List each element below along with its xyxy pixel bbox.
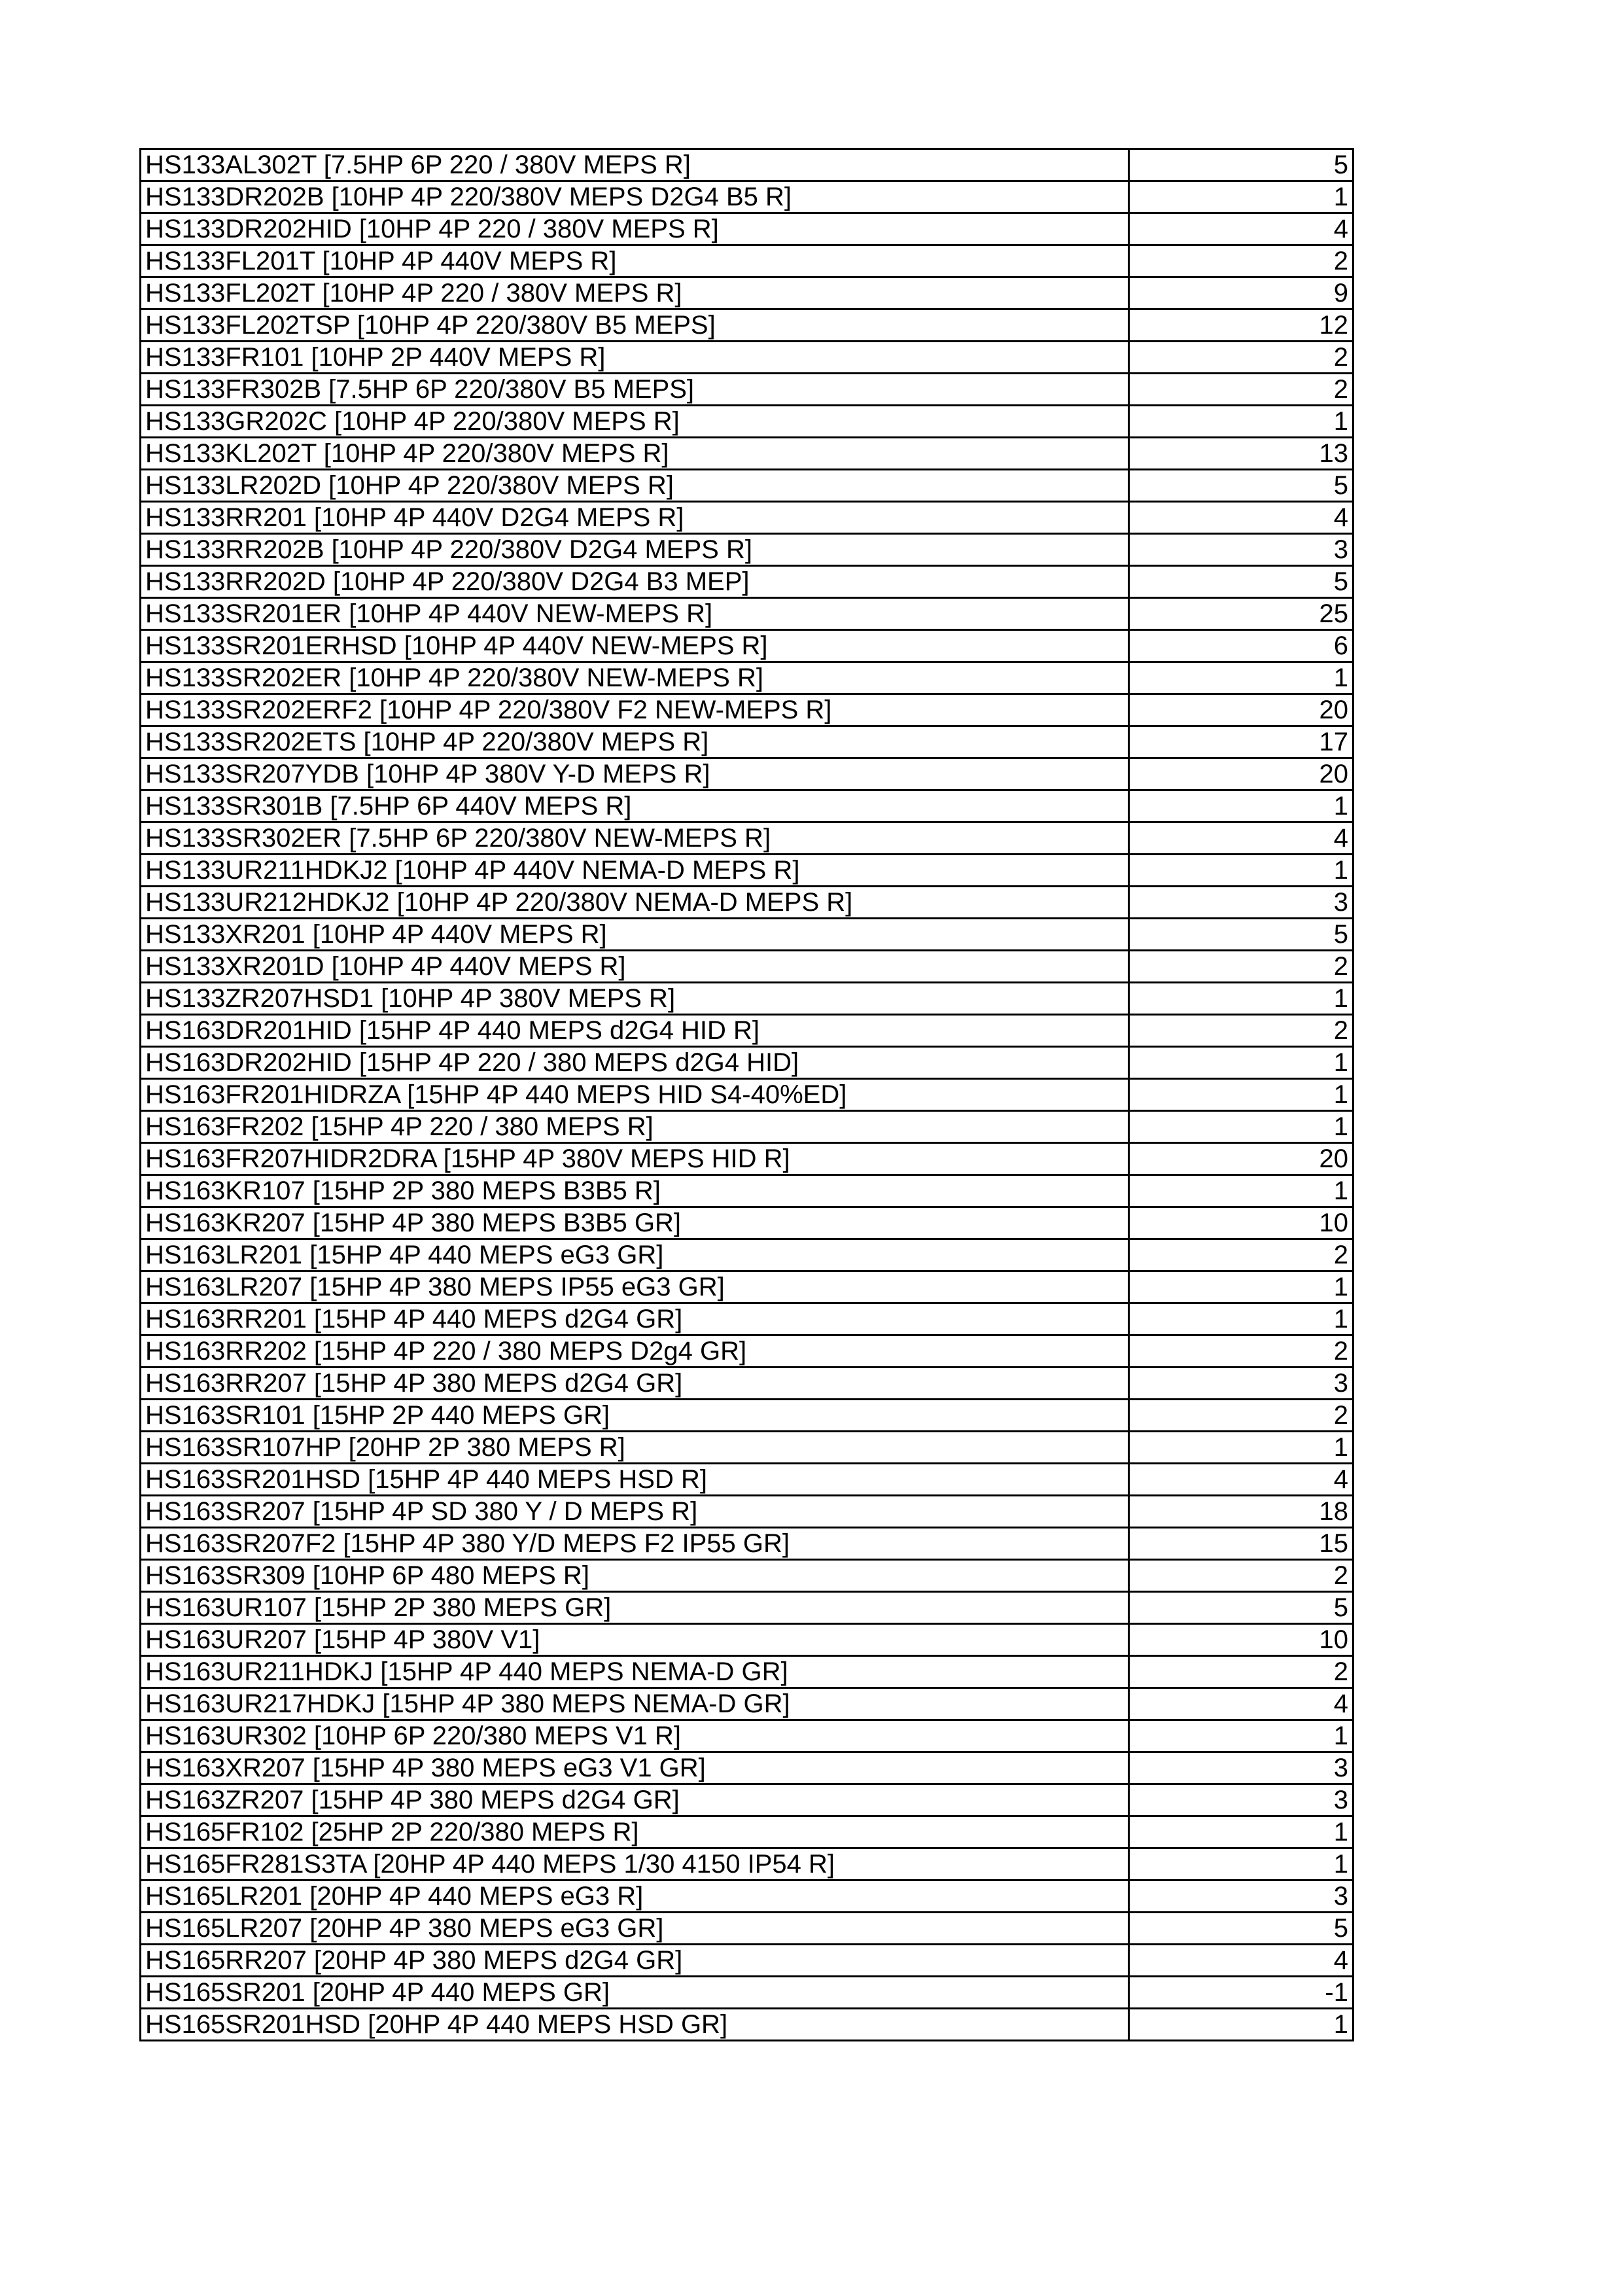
quantity-cell: 5 bbox=[1129, 470, 1353, 502]
quantity-cell: 3 bbox=[1129, 1881, 1353, 1913]
quantity-cell: 3 bbox=[1129, 1752, 1353, 1784]
product-description-cell: HS133FL201T [10HP 4P 440V MEPS R] bbox=[141, 245, 1129, 277]
product-description-cell: HS163FR201HIDRZA [15HP 4P 440 MEPS HID S4-40%ED] bbox=[141, 1079, 1129, 1111]
product-description-cell: HS133FL202T [10HP 4P 220 / 380V MEPS R] bbox=[141, 277, 1129, 309]
inventory-table bbox=[139, 148, 1354, 2041]
product-description-cell: HS133RR201 [10HP 4P 440V D2G4 MEPS R] bbox=[141, 502, 1129, 534]
table-row bbox=[141, 1335, 1353, 1368]
table-row bbox=[141, 1816, 1353, 1848]
table-row bbox=[141, 1656, 1353, 1688]
product-description-cell: HS163UR207 [15HP 4P 380V V1] bbox=[141, 1624, 1129, 1656]
table-row bbox=[141, 1175, 1353, 1207]
product-description-cell: HS163SR201HSD [15HP 4P 440 MEPS HSD R] bbox=[141, 1464, 1129, 1496]
product-description-cell: HS133AL302T [7.5HP 6P 220 / 380V MEPS R] bbox=[141, 149, 1129, 181]
table-row bbox=[141, 181, 1353, 213]
table-row bbox=[141, 213, 1353, 245]
product-description-cell: HS133SR202ETS [10HP 4P 220/380V MEPS R] bbox=[141, 726, 1129, 758]
product-description-cell: HS163SR207F2 [15HP 4P 380 Y/D MEPS F2 IP55 GR] bbox=[141, 1528, 1129, 1560]
quantity-cell: 1 bbox=[1129, 1303, 1353, 1335]
quantity-cell: 1 bbox=[1129, 406, 1353, 438]
product-description-cell: HS133SR207YDB [10HP 4P 380V Y-D MEPS R] bbox=[141, 758, 1129, 790]
table-row bbox=[141, 1400, 1353, 1432]
table-row bbox=[141, 277, 1353, 309]
product-description-cell: HS133SR201ERHSD [10HP 4P 440V NEW-MEPS R] bbox=[141, 630, 1129, 662]
quantity-cell: 5 bbox=[1129, 566, 1353, 598]
product-description-cell: HS163LR207 [15HP 4P 380 MEPS IP55 eG3 GR] bbox=[141, 1271, 1129, 1303]
table-row bbox=[141, 309, 1353, 342]
table-row bbox=[141, 1784, 1353, 1816]
product-description-cell: HS163FR202 [15HP 4P 220 / 380 MEPS R] bbox=[141, 1111, 1129, 1143]
table-row bbox=[141, 470, 1353, 502]
quantity-cell: 9 bbox=[1129, 277, 1353, 309]
quantity-cell: 1 bbox=[1129, 983, 1353, 1015]
table-row bbox=[141, 1079, 1353, 1111]
table-row bbox=[141, 1047, 1353, 1079]
table-row bbox=[141, 502, 1353, 534]
quantity-cell: 2 bbox=[1129, 1335, 1353, 1368]
product-description-cell: HS133RR202B [10HP 4P 220/380V D2G4 MEPS R] bbox=[141, 534, 1129, 566]
table-row bbox=[141, 822, 1353, 855]
table-row bbox=[141, 1560, 1353, 1592]
table-row bbox=[141, 1528, 1353, 1560]
table-row bbox=[141, 1496, 1353, 1528]
product-description-cell: HS165SR201HSD [20HP 4P 440 MEPS HSD GR] bbox=[141, 2009, 1129, 2041]
quantity-cell: 3 bbox=[1129, 1368, 1353, 1400]
table-row bbox=[141, 694, 1353, 726]
product-description-cell: HS163SR107HP [20HP 2P 380 MEPS R] bbox=[141, 1432, 1129, 1464]
table-row bbox=[141, 1111, 1353, 1143]
product-description-cell: HS165RR207 [20HP 4P 380 MEPS d2G4 GR] bbox=[141, 1945, 1129, 1977]
table-row bbox=[141, 919, 1353, 951]
quantity-cell: 13 bbox=[1129, 438, 1353, 470]
quantity-cell: 20 bbox=[1129, 694, 1353, 726]
product-description-cell: HS163FR207HIDR2DRA [15HP 4P 380V MEPS HID R] bbox=[141, 1143, 1129, 1175]
table-row bbox=[141, 1624, 1353, 1656]
table-row bbox=[141, 149, 1353, 181]
product-description-cell: HS163SR309 [10HP 6P 480 MEPS R] bbox=[141, 1560, 1129, 1592]
product-description-cell: HS163SR207 [15HP 4P SD 380 Y / D MEPS R] bbox=[141, 1496, 1129, 1528]
quantity-cell: 1 bbox=[1129, 1111, 1353, 1143]
table-row bbox=[141, 374, 1353, 406]
table-row bbox=[141, 1271, 1353, 1303]
table-row bbox=[141, 1881, 1353, 1913]
quantity-cell: 6 bbox=[1129, 630, 1353, 662]
table-row bbox=[141, 534, 1353, 566]
product-description-cell: HS163DR202HID [15HP 4P 220 / 380 MEPS d2G4 HID] bbox=[141, 1047, 1129, 1079]
quantity-cell: 10 bbox=[1129, 1207, 1353, 1239]
quantity-cell: 4 bbox=[1129, 502, 1353, 534]
table-row bbox=[141, 1368, 1353, 1400]
product-description-cell: HS133LR202D [10HP 4P 220/380V MEPS R] bbox=[141, 470, 1129, 502]
table-row bbox=[141, 726, 1353, 758]
product-description-cell: HS133KL202T [10HP 4P 220/380V MEPS R] bbox=[141, 438, 1129, 470]
product-description-cell: HS133SR301B [7.5HP 6P 440V MEPS R] bbox=[141, 790, 1129, 822]
product-description-cell: HS133FL202TSP [10HP 4P 220/380V B5 MEPS] bbox=[141, 309, 1129, 342]
product-description-cell: HS163UR302 [10HP 6P 220/380 MEPS V1 R] bbox=[141, 1720, 1129, 1752]
quantity-cell: 1 bbox=[1129, 1848, 1353, 1881]
quantity-cell: 2 bbox=[1129, 1400, 1353, 1432]
product-description-cell: HS165FR281S3TA [20HP 4P 440 MEPS 1/30 4150 IP54 R] bbox=[141, 1848, 1129, 1881]
quantity-cell: 1 bbox=[1129, 1079, 1353, 1111]
quantity-cell: 2 bbox=[1129, 1015, 1353, 1047]
product-description-cell: HS163UR107 [15HP 2P 380 MEPS GR] bbox=[141, 1592, 1129, 1624]
table-row bbox=[141, 2009, 1353, 2041]
quantity-cell: 12 bbox=[1129, 309, 1353, 342]
product-description-cell: HS133SR302ER [7.5HP 6P 220/380V NEW-MEPS R] bbox=[141, 822, 1129, 855]
quantity-cell: 2 bbox=[1129, 374, 1353, 406]
quantity-cell: 2 bbox=[1129, 951, 1353, 983]
table-row bbox=[141, 1143, 1353, 1175]
quantity-cell: 2 bbox=[1129, 245, 1353, 277]
product-description-cell: HS133XR201 [10HP 4P 440V MEPS R] bbox=[141, 919, 1129, 951]
product-description-cell: HS163KR207 [15HP 4P 380 MEPS B3B5 GR] bbox=[141, 1207, 1129, 1239]
product-description-cell: HS163RR207 [15HP 4P 380 MEPS d2G4 GR] bbox=[141, 1368, 1129, 1400]
product-description-cell: HS133FR302B [7.5HP 6P 220/380V B5 MEPS] bbox=[141, 374, 1129, 406]
product-description-cell: HS133RR202D [10HP 4P 220/380V D2G4 B3 MEP] bbox=[141, 566, 1129, 598]
quantity-cell: 1 bbox=[1129, 1175, 1353, 1207]
table-row bbox=[141, 1239, 1353, 1271]
table-row bbox=[141, 887, 1353, 919]
quantity-cell: 1 bbox=[1129, 2009, 1353, 2041]
quantity-cell: 20 bbox=[1129, 758, 1353, 790]
table-row bbox=[141, 1015, 1353, 1047]
product-description-cell: HS163XR207 [15HP 4P 380 MEPS eG3 V1 GR] bbox=[141, 1752, 1129, 1784]
table-row bbox=[141, 1752, 1353, 1784]
quantity-cell: 1 bbox=[1129, 855, 1353, 887]
quantity-cell: 1 bbox=[1129, 662, 1353, 694]
table-row bbox=[141, 983, 1353, 1015]
product-description-cell: HS133UR212HDKJ2 [10HP 4P 220/380V NEMA-D MEPS R] bbox=[141, 887, 1129, 919]
product-description-cell: HS133UR211HDKJ2 [10HP 4P 440V NEMA-D MEPS R] bbox=[141, 855, 1129, 887]
quantity-cell: 5 bbox=[1129, 149, 1353, 181]
table-row bbox=[141, 855, 1353, 887]
product-description-cell: HS133SR202ER [10HP 4P 220/380V NEW-MEPS R] bbox=[141, 662, 1129, 694]
product-description-cell: HS133SR202ERF2 [10HP 4P 220/380V F2 NEW-MEPS R] bbox=[141, 694, 1129, 726]
inventory-sheet bbox=[139, 148, 1352, 2041]
table-row bbox=[141, 630, 1353, 662]
quantity-cell: 10 bbox=[1129, 1624, 1353, 1656]
quantity-cell: 3 bbox=[1129, 1784, 1353, 1816]
product-description-cell: HS163UR211HDKJ [15HP 4P 440 MEPS NEMA-D GR] bbox=[141, 1656, 1129, 1688]
quantity-cell: 4 bbox=[1129, 213, 1353, 245]
table-row bbox=[141, 1945, 1353, 1977]
product-description-cell: HS165LR201 [20HP 4P 440 MEPS eG3 R] bbox=[141, 1881, 1129, 1913]
table-row bbox=[141, 1848, 1353, 1881]
product-description-cell: HS133DR202HID [10HP 4P 220 / 380V MEPS R] bbox=[141, 213, 1129, 245]
quantity-cell: 1 bbox=[1129, 1432, 1353, 1464]
quantity-cell: 5 bbox=[1129, 1913, 1353, 1945]
quantity-cell: 2 bbox=[1129, 1656, 1353, 1688]
table-row bbox=[141, 245, 1353, 277]
product-description-cell: HS133DR202B [10HP 4P 220/380V MEPS D2G4 B5 R] bbox=[141, 181, 1129, 213]
table-row bbox=[141, 1207, 1353, 1239]
quantity-cell: 17 bbox=[1129, 726, 1353, 758]
product-description-cell: HS163KR107 [15HP 2P 380 MEPS B3B5 R] bbox=[141, 1175, 1129, 1207]
table-row bbox=[141, 438, 1353, 470]
quantity-cell: 1 bbox=[1129, 1720, 1353, 1752]
product-description-cell: HS133ZR207HSD1 [10HP 4P 380V MEPS R] bbox=[141, 983, 1129, 1015]
quantity-cell: 1 bbox=[1129, 1271, 1353, 1303]
product-description-cell: HS133GR202C [10HP 4P 220/380V MEPS R] bbox=[141, 406, 1129, 438]
quantity-cell: 2 bbox=[1129, 1560, 1353, 1592]
table-row bbox=[141, 790, 1353, 822]
product-description-cell: HS133XR201D [10HP 4P 440V MEPS R] bbox=[141, 951, 1129, 983]
product-description-cell: HS163DR201HID [15HP 4P 440 MEPS d2G4 HID R] bbox=[141, 1015, 1129, 1047]
table-row bbox=[141, 598, 1353, 630]
quantity-cell: 4 bbox=[1129, 1945, 1353, 1977]
table-row bbox=[141, 1977, 1353, 2009]
quantity-cell: 3 bbox=[1129, 887, 1353, 919]
quantity-cell: 4 bbox=[1129, 1464, 1353, 1496]
quantity-cell: 4 bbox=[1129, 822, 1353, 855]
table-row bbox=[141, 1720, 1353, 1752]
product-description-cell: HS165SR201 [20HP 4P 440 MEPS GR] bbox=[141, 1977, 1129, 2009]
table-row bbox=[141, 1464, 1353, 1496]
table-row bbox=[141, 1303, 1353, 1335]
quantity-cell: 1 bbox=[1129, 1047, 1353, 1079]
quantity-cell: 15 bbox=[1129, 1528, 1353, 1560]
product-description-cell: HS163ZR207 [15HP 4P 380 MEPS d2G4 GR] bbox=[141, 1784, 1129, 1816]
quantity-cell: -1 bbox=[1129, 1977, 1353, 2009]
table-row bbox=[141, 662, 1353, 694]
table-row bbox=[141, 1688, 1353, 1720]
quantity-cell: 3 bbox=[1129, 534, 1353, 566]
product-description-cell: HS165LR207 [20HP 4P 380 MEPS eG3 GR] bbox=[141, 1913, 1129, 1945]
product-description-cell: HS163RR201 [15HP 4P 440 MEPS d2G4 GR] bbox=[141, 1303, 1129, 1335]
quantity-cell: 18 bbox=[1129, 1496, 1353, 1528]
table-row bbox=[141, 758, 1353, 790]
table-row bbox=[141, 566, 1353, 598]
table-row bbox=[141, 1432, 1353, 1464]
quantity-cell: 4 bbox=[1129, 1688, 1353, 1720]
quantity-cell: 20 bbox=[1129, 1143, 1353, 1175]
quantity-cell: 1 bbox=[1129, 1816, 1353, 1848]
inventory-table-body bbox=[141, 149, 1353, 2041]
quantity-cell: 2 bbox=[1129, 1239, 1353, 1271]
product-description-cell: HS163UR217HDKJ [15HP 4P 380 MEPS NEMA-D GR] bbox=[141, 1688, 1129, 1720]
product-description-cell: HS133SR201ER [10HP 4P 440V NEW-MEPS R] bbox=[141, 598, 1129, 630]
product-description-cell: HS163RR202 [15HP 4P 220 / 380 MEPS D2g4 GR] bbox=[141, 1335, 1129, 1368]
quantity-cell: 1 bbox=[1129, 181, 1353, 213]
product-description-cell: HS163SR101 [15HP 2P 440 MEPS GR] bbox=[141, 1400, 1129, 1432]
quantity-cell: 5 bbox=[1129, 1592, 1353, 1624]
product-description-cell: HS133FR101 [10HP 2P 440V MEPS R] bbox=[141, 342, 1129, 374]
table-row bbox=[141, 342, 1353, 374]
table-row bbox=[141, 1913, 1353, 1945]
quantity-cell: 1 bbox=[1129, 790, 1353, 822]
table-row bbox=[141, 1592, 1353, 1624]
table-row bbox=[141, 951, 1353, 983]
product-description-cell: HS163LR201 [15HP 4P 440 MEPS eG3 GR] bbox=[141, 1239, 1129, 1271]
quantity-cell: 5 bbox=[1129, 919, 1353, 951]
quantity-cell: 2 bbox=[1129, 342, 1353, 374]
table-row bbox=[141, 406, 1353, 438]
quantity-cell: 25 bbox=[1129, 598, 1353, 630]
product-description-cell: HS165FR102 [25HP 2P 220/380 MEPS R] bbox=[141, 1816, 1129, 1848]
